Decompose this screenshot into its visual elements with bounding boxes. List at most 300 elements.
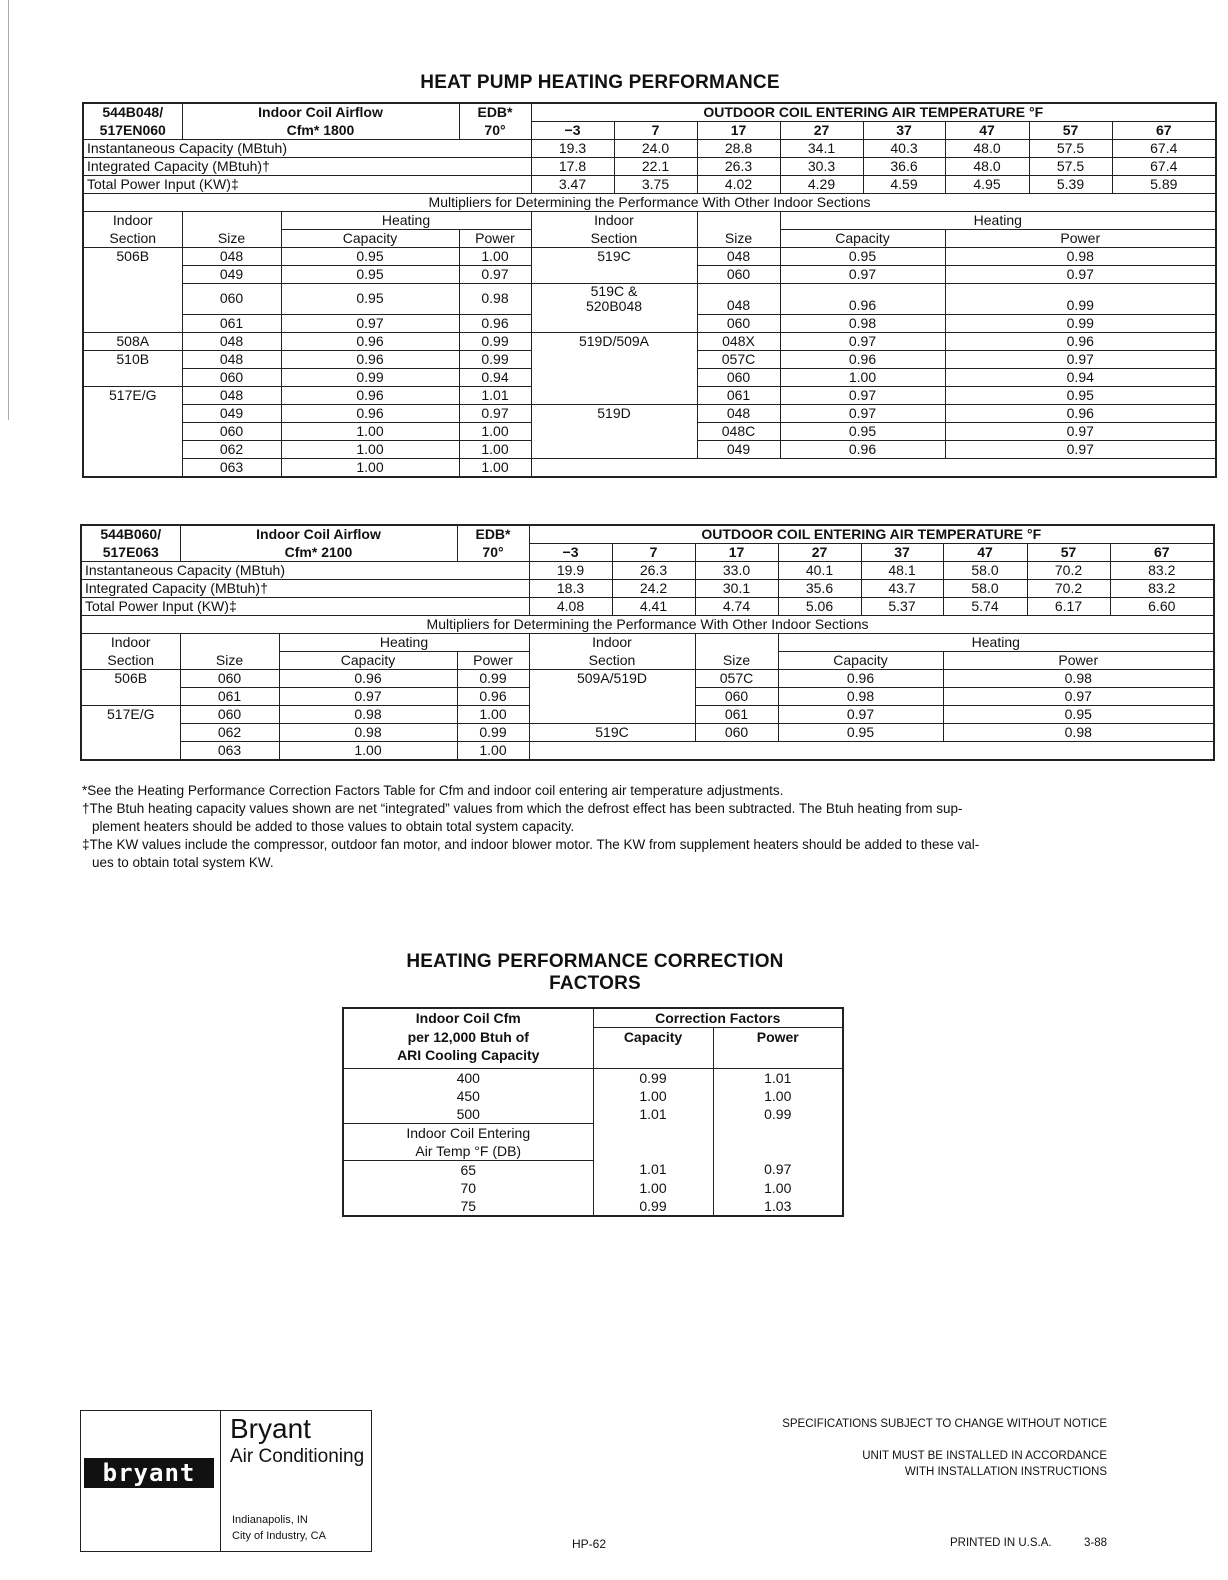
brand-name: Bryant <box>230 1413 311 1444</box>
performance-value: 5.89 <box>1112 176 1216 194</box>
model-line2: 517EN060 <box>83 122 182 140</box>
blank-cell <box>593 1123 713 1142</box>
blank-cell <box>713 1123 843 1142</box>
indoor-section <box>531 332 697 350</box>
temp-header: −3 <box>529 544 612 562</box>
indoor-section <box>531 284 697 315</box>
power-value: 0.99 <box>945 284 1216 315</box>
cfm-row <box>343 1068 843 1087</box>
temp-row <box>343 1160 843 1179</box>
power-value: 1.01 <box>459 386 531 404</box>
indoor-section <box>83 314 182 332</box>
size-value: 060 <box>182 422 281 440</box>
correction-capacity: 1.00 <box>593 1087 713 1105</box>
correction-capacity: 0.99 <box>593 1068 713 1087</box>
indoor-header: Indoor <box>83 212 182 230</box>
correction-power: 1.00 <box>713 1087 843 1105</box>
size-value: 063 <box>182 458 281 477</box>
multiplier-row <box>81 724 1214 742</box>
logo-divider <box>220 1410 221 1551</box>
indoor-section <box>83 458 182 477</box>
size-value: 048C <box>697 422 780 440</box>
indoor-section <box>531 422 697 440</box>
capacity-value: 0.97 <box>778 706 943 724</box>
power-value: 0.99 <box>459 350 531 368</box>
blank-cell <box>529 742 1214 761</box>
capacity-value: 1.00 <box>279 742 457 761</box>
capacity-value: 0.96 <box>778 670 943 688</box>
performance-value: 3.47 <box>531 176 614 194</box>
power-value: 1.00 <box>459 458 531 477</box>
indoor-section <box>531 248 697 266</box>
capacity-header: Capacity <box>279 652 457 670</box>
size-value: 060 <box>697 368 780 386</box>
power-value: 0.99 <box>457 724 529 742</box>
capacity-value: 0.98 <box>778 688 943 706</box>
size-value: 061 <box>697 386 780 404</box>
performance-value: 33.0 <box>695 562 778 580</box>
airflow-line1: Indoor Coil Airflow <box>182 103 459 122</box>
indoor-section <box>529 688 695 706</box>
size-header: Size <box>180 652 279 670</box>
performance-value: 34.1 <box>780 140 863 158</box>
multiplier-row <box>83 368 1216 386</box>
power-value: 0.98 <box>943 724 1214 742</box>
footnote-3: ‡The KW values include the compressor, outdoor fan motor, and indoor blower motor. The KW from supplement heaters should be added to these val- <box>82 837 980 852</box>
power-value: 0.97 <box>943 688 1214 706</box>
indoor-section-label: 519C & <box>590 283 638 299</box>
multiplier-row <box>81 742 1214 761</box>
capacity-value: 0.96 <box>281 350 459 368</box>
power-value: 0.96 <box>459 314 531 332</box>
section-header: Section <box>531 230 697 248</box>
capacity-value: 0.96 <box>780 350 945 368</box>
performance-table-2 <box>80 524 1215 761</box>
size-header: Size <box>182 230 281 248</box>
temp-header: 37 <box>863 122 945 140</box>
indoor-section: 517E/G <box>81 706 180 724</box>
power-value: 0.96 <box>945 332 1216 350</box>
performance-value: 22.1 <box>614 158 697 176</box>
temp-subheader-2: Air Temp °F (DB) <box>343 1142 593 1161</box>
power-value: 0.94 <box>459 368 531 386</box>
performance-value: 26.3 <box>697 158 780 176</box>
capacity-value: 0.97 <box>279 688 457 706</box>
edb-line1: EDB* <box>459 103 531 122</box>
temp-header: 47 <box>943 544 1027 562</box>
multiplier-row <box>83 284 1216 315</box>
indoor-header: Indoor <box>531 212 697 230</box>
page-title: HEAT PUMP HEATING PERFORMANCE <box>420 72 780 93</box>
correction-input: 450 <box>343 1087 593 1105</box>
capacity-header: Capacity <box>778 652 943 670</box>
edb-line2: 70° <box>459 122 531 140</box>
printed-in: PRINTED IN U.S.A. <box>950 1537 1052 1549</box>
indoor-section: 506B <box>81 670 180 688</box>
correction-capacity: 1.01 <box>593 1160 713 1179</box>
size-header-top <box>180 634 279 652</box>
size-value: 057C <box>697 350 780 368</box>
performance-value: 43.7 <box>861 580 943 598</box>
capacity-value: 0.98 <box>780 314 945 332</box>
performance-row-label: Total Power Input (KW)‡ <box>81 598 529 616</box>
power-value: 0.97 <box>459 266 531 284</box>
indoor-header: Indoor <box>529 634 695 652</box>
capacity-value: 0.97 <box>281 314 459 332</box>
size-value: 049 <box>182 266 281 284</box>
blank-cell <box>713 1142 843 1161</box>
capacity-value: 0.96 <box>281 386 459 404</box>
outdoor-header: OUTDOOR COIL ENTERING AIR TEMPERATURE °F <box>529 525 1214 544</box>
capacity-value: 0.96 <box>780 284 945 315</box>
multiplier-row <box>83 404 1216 422</box>
temp-header: 37 <box>861 544 943 562</box>
size-value: 048 <box>182 386 281 404</box>
power-value: 1.00 <box>459 422 531 440</box>
section-header: Section <box>529 652 695 670</box>
install-notice-2: WITH INSTALLATION INSTRUCTIONS <box>904 1466 1107 1478</box>
capacity-header: Capacity <box>281 230 459 248</box>
indoor-section: 517E/G <box>83 386 182 404</box>
performance-value: 26.3 <box>612 562 695 580</box>
power-value: 0.97 <box>459 404 531 422</box>
size-value: 048X <box>697 332 780 350</box>
heating-header: Heating <box>279 634 529 652</box>
performance-value: 70.2 <box>1027 562 1110 580</box>
size-value: 060 <box>180 670 279 688</box>
size-value: 060 <box>695 724 778 742</box>
performance-value: 19.3 <box>531 140 614 158</box>
performance-row <box>81 562 1214 580</box>
performance-value: 5.06 <box>778 598 861 616</box>
heating-header: Heating <box>780 212 1216 230</box>
multiplier-row <box>83 440 1216 458</box>
power-value: 0.99 <box>945 314 1216 332</box>
indoor-section <box>83 266 182 284</box>
size-value: 061 <box>182 314 281 332</box>
capacity-value: 0.97 <box>780 332 945 350</box>
indoor-section <box>531 440 697 458</box>
multiplier-row <box>83 386 1216 404</box>
corr-header-cfm: Indoor Coil Cfm <box>343 1008 593 1028</box>
correction-power: 1.00 <box>713 1179 843 1197</box>
performance-row <box>83 140 1216 158</box>
performance-value: 67.4 <box>1112 158 1216 176</box>
size-value: 048 <box>182 248 281 266</box>
performance-value: 17.8 <box>531 158 614 176</box>
performance-value: 4.08 <box>529 598 612 616</box>
indoor-section <box>81 742 180 761</box>
correction-power: 0.97 <box>713 1160 843 1179</box>
temp-row <box>343 1197 843 1216</box>
power-value: 0.97 <box>945 350 1216 368</box>
power-value: 0.99 <box>459 332 531 350</box>
temp-header: 57 <box>1029 122 1112 140</box>
temp-header: 47 <box>945 122 1029 140</box>
size-header-top <box>697 212 780 230</box>
power-value: 0.96 <box>945 404 1216 422</box>
heating-header: Heating <box>281 212 531 230</box>
size-value: 060 <box>697 266 780 284</box>
performance-table-1 <box>82 102 1217 478</box>
city-2: City of Industry, CA <box>232 1530 326 1542</box>
multiplier-row <box>83 422 1216 440</box>
print-date: 3-88 <box>1084 1537 1108 1549</box>
performance-value: 6.60 <box>1110 598 1214 616</box>
airflow-line2: Cfm* 2100 <box>180 544 457 562</box>
capacity-value: 0.95 <box>780 422 945 440</box>
indoor-header: Indoor <box>81 634 180 652</box>
correction-table <box>342 1007 844 1217</box>
heating-header: Heating <box>778 634 1214 652</box>
size-value: 062 <box>180 724 279 742</box>
power-value: 0.97 <box>945 440 1216 458</box>
edb-line1: EDB* <box>457 525 529 544</box>
power-value: 1.00 <box>457 706 529 724</box>
correction-power: 0.99 <box>713 1105 843 1124</box>
indoor-section <box>81 688 180 706</box>
footnote-2-cont: plement heaters should be added to those values to obtain total system capacity. <box>92 819 575 834</box>
indoor-section-label: 509A/519D <box>576 670 648 687</box>
section-header: Section <box>81 652 180 670</box>
size-value: 049 <box>182 404 281 422</box>
size-value: 062 <box>182 440 281 458</box>
temp-header: 27 <box>778 544 861 562</box>
size-value: 057C <box>695 670 778 688</box>
size-header-top <box>182 212 281 230</box>
performance-row-label: Integrated Capacity (MBtuh)† <box>81 580 529 598</box>
corr-header-factors: Correction Factors <box>593 1008 843 1028</box>
size-value: 060 <box>697 314 780 332</box>
temp-row <box>343 1179 843 1197</box>
power-value: 0.96 <box>457 688 529 706</box>
indoor-section <box>529 670 695 688</box>
indoor-section <box>81 724 180 742</box>
size-value: 060 <box>182 284 281 315</box>
indoor-section-label: 519D/509A <box>578 332 650 349</box>
power-value: 0.99 <box>457 670 529 688</box>
corr-header-cfm-3: ARI Cooling Capacity <box>343 1046 593 1064</box>
temp-header: 57 <box>1027 544 1110 562</box>
temp-header: 7 <box>614 122 697 140</box>
multiplier-row <box>81 670 1214 688</box>
correction-input: 75 <box>343 1197 593 1216</box>
temp-header: 17 <box>697 122 780 140</box>
outdoor-header: OUTDOOR COIL ENTERING AIR TEMPERATURE °F <box>531 103 1216 122</box>
cfm-row <box>343 1087 843 1105</box>
performance-row <box>83 158 1216 176</box>
multiplier-row <box>83 332 1216 350</box>
correction-title <box>300 951 890 995</box>
size-value: 048 <box>182 332 281 350</box>
performance-row-label: Instantaneous Capacity (MBtuh) <box>83 140 531 158</box>
indoor-section <box>531 266 697 284</box>
indoor-section-label: 519D <box>597 404 631 421</box>
indoor-section <box>83 440 182 458</box>
power-value: 0.94 <box>945 368 1216 386</box>
multipliers-title: Multipliers for Determining the Performance With Other Indoor Sections <box>81 616 1214 634</box>
indoor-section <box>531 350 697 368</box>
power-header: Power <box>459 230 531 248</box>
power-header: Power <box>945 230 1216 248</box>
power-value: 1.00 <box>459 440 531 458</box>
correction-input: 70 <box>343 1179 593 1197</box>
temp-header: −3 <box>531 122 614 140</box>
airflow-line2: Cfm* 1800 <box>182 122 459 140</box>
performance-value: 19.9 <box>529 562 612 580</box>
performance-value: 4.74 <box>695 598 778 616</box>
city-1: Indianapolis, IN <box>232 1514 308 1526</box>
multiplier-row <box>83 350 1216 368</box>
performance-value: 40.1 <box>778 562 861 580</box>
performance-row-label: Total Power Input (KW)‡ <box>83 176 531 194</box>
power-value: 0.98 <box>943 670 1214 688</box>
performance-value: 48.0 <box>945 158 1029 176</box>
power-value: 0.97 <box>945 422 1216 440</box>
doc-code: HP-62 <box>572 1537 607 1551</box>
power-value: 0.95 <box>945 386 1216 404</box>
indoor-section-label: 519C <box>595 724 629 740</box>
performance-value: 4.95 <box>945 176 1029 194</box>
correction-capacity: 1.00 <box>593 1179 713 1197</box>
size-value: 048 <box>697 248 780 266</box>
size-value: 060 <box>695 688 778 706</box>
performance-value: 24.2 <box>612 580 695 598</box>
performance-value: 36.6 <box>863 158 945 176</box>
corr-header-power: Power <box>713 1028 843 1047</box>
multiplier-row <box>83 314 1216 332</box>
multiplier-row <box>83 248 1216 266</box>
correction-input: 500 <box>343 1105 593 1124</box>
temp-subheader: Indoor Coil Entering <box>343 1123 593 1142</box>
size-value: 060 <box>180 706 279 724</box>
temp-header: 67 <box>1112 122 1216 140</box>
performance-value: 30.3 <box>780 158 863 176</box>
margin-line <box>8 0 9 420</box>
temp-header: 27 <box>780 122 863 140</box>
capacity-value: 0.95 <box>780 248 945 266</box>
performance-value: 3.75 <box>614 176 697 194</box>
size-value: 048 <box>697 404 780 422</box>
footnotes <box>82 782 1122 872</box>
footnote-2: †The Btuh heating capacity values shown are net “integrated” values from which the defrost effect has been subtracted. The Btuh heating from sup- <box>82 801 963 816</box>
multiplier-row <box>83 266 1216 284</box>
indoor-section <box>529 724 695 742</box>
corr-header-capacity: Capacity <box>593 1028 713 1047</box>
correction-title-line1: HEATING PERFORMANCE CORRECTION <box>406 951 784 972</box>
capacity-value: 0.95 <box>281 284 459 315</box>
capacity-value: 1.00 <box>281 458 459 477</box>
power-value: 0.97 <box>945 266 1216 284</box>
performance-value: 58.0 <box>943 562 1027 580</box>
capacity-value: 0.96 <box>281 332 459 350</box>
size-value: 048 <box>697 284 780 315</box>
performance-row-label: Integrated Capacity (MBtuh)† <box>83 158 531 176</box>
capacity-value: 0.98 <box>279 706 457 724</box>
model-line1: 544B048/ <box>83 103 182 122</box>
power-value: 0.98 <box>459 284 531 315</box>
capacity-value: 0.96 <box>780 440 945 458</box>
correction-power: 1.01 <box>713 1068 843 1087</box>
performance-row-label: Instantaneous Capacity (MBtuh) <box>81 562 529 580</box>
correction-capacity: 0.99 <box>593 1197 713 1216</box>
footnote-3-cont: ues to obtain total system KW. <box>92 855 274 870</box>
power-value: 1.00 <box>457 742 529 761</box>
capacity-header: Capacity <box>780 230 945 248</box>
capacity-value: 0.99 <box>281 368 459 386</box>
size-value: 060 <box>182 368 281 386</box>
performance-value: 83.2 <box>1110 562 1214 580</box>
size-header: Size <box>695 652 778 670</box>
correction-capacity: 1.01 <box>593 1105 713 1124</box>
capacity-value: 0.97 <box>780 404 945 422</box>
section-header: Section <box>83 230 182 248</box>
footnote-1: *See the Heating Performance Correction Factors Table for Cfm and indoor coil entering air temperature adjustments. <box>82 783 784 798</box>
capacity-value: 0.95 <box>281 266 459 284</box>
capacity-value: 1.00 <box>281 440 459 458</box>
install-notice-1: UNIT MUST BE INSTALLED IN ACCORDANCE <box>862 1450 1107 1462</box>
indoor-section-label-2: 520B048 <box>585 298 643 314</box>
indoor-section: 510B <box>83 350 182 368</box>
power-header: Power <box>943 652 1214 670</box>
performance-value: 35.6 <box>778 580 861 598</box>
capacity-value: 0.95 <box>778 724 943 742</box>
power-value: 1.00 <box>459 248 531 266</box>
correction-power: 1.03 <box>713 1197 843 1216</box>
indoor-section <box>531 314 697 332</box>
multiplier-row <box>81 706 1214 724</box>
indoor-section <box>531 368 697 386</box>
temp-header: 7 <box>612 544 695 562</box>
size-value: 063 <box>180 742 279 761</box>
performance-value: 57.5 <box>1029 140 1112 158</box>
size-value: 049 <box>697 440 780 458</box>
performance-value: 18.3 <box>529 580 612 598</box>
performance-value: 5.37 <box>861 598 943 616</box>
performance-value: 28.8 <box>697 140 780 158</box>
blank-cell <box>531 458 1216 477</box>
cfm-row <box>343 1105 843 1124</box>
correction-input: 400 <box>343 1068 593 1087</box>
size-value: 048 <box>182 350 281 368</box>
performance-value: 48.0 <box>945 140 1029 158</box>
indoor-section <box>531 404 697 422</box>
performance-value: 4.41 <box>612 598 695 616</box>
power-value: 0.95 <box>943 706 1214 724</box>
spec-notice: SPECIFICATIONS SUBJECT TO CHANGE WITHOUT NOTICE <box>782 1418 1107 1430</box>
blank-cell <box>593 1142 713 1161</box>
correction-title-line2: FACTORS <box>549 973 641 994</box>
performance-value: 4.59 <box>863 176 945 194</box>
capacity-value: 1.00 <box>281 422 459 440</box>
capacity-value: 0.95 <box>281 248 459 266</box>
capacity-value: 0.97 <box>780 266 945 284</box>
correction-input: 65 <box>343 1160 593 1179</box>
performance-value: 58.0 <box>943 580 1027 598</box>
size-header-top <box>695 634 778 652</box>
capacity-value: 0.98 <box>279 724 457 742</box>
capacity-value: 1.00 <box>780 368 945 386</box>
edb-line2: 70° <box>457 544 529 562</box>
airflow-line1: Indoor Coil Airflow <box>180 525 457 544</box>
performance-value: 30.1 <box>695 580 778 598</box>
performance-value: 48.1 <box>861 562 943 580</box>
performance-value: 40.3 <box>863 140 945 158</box>
performance-value: 24.0 <box>614 140 697 158</box>
capacity-value: 0.97 <box>780 386 945 404</box>
temp-header: 67 <box>1110 544 1214 562</box>
capacity-value: 0.96 <box>279 670 457 688</box>
